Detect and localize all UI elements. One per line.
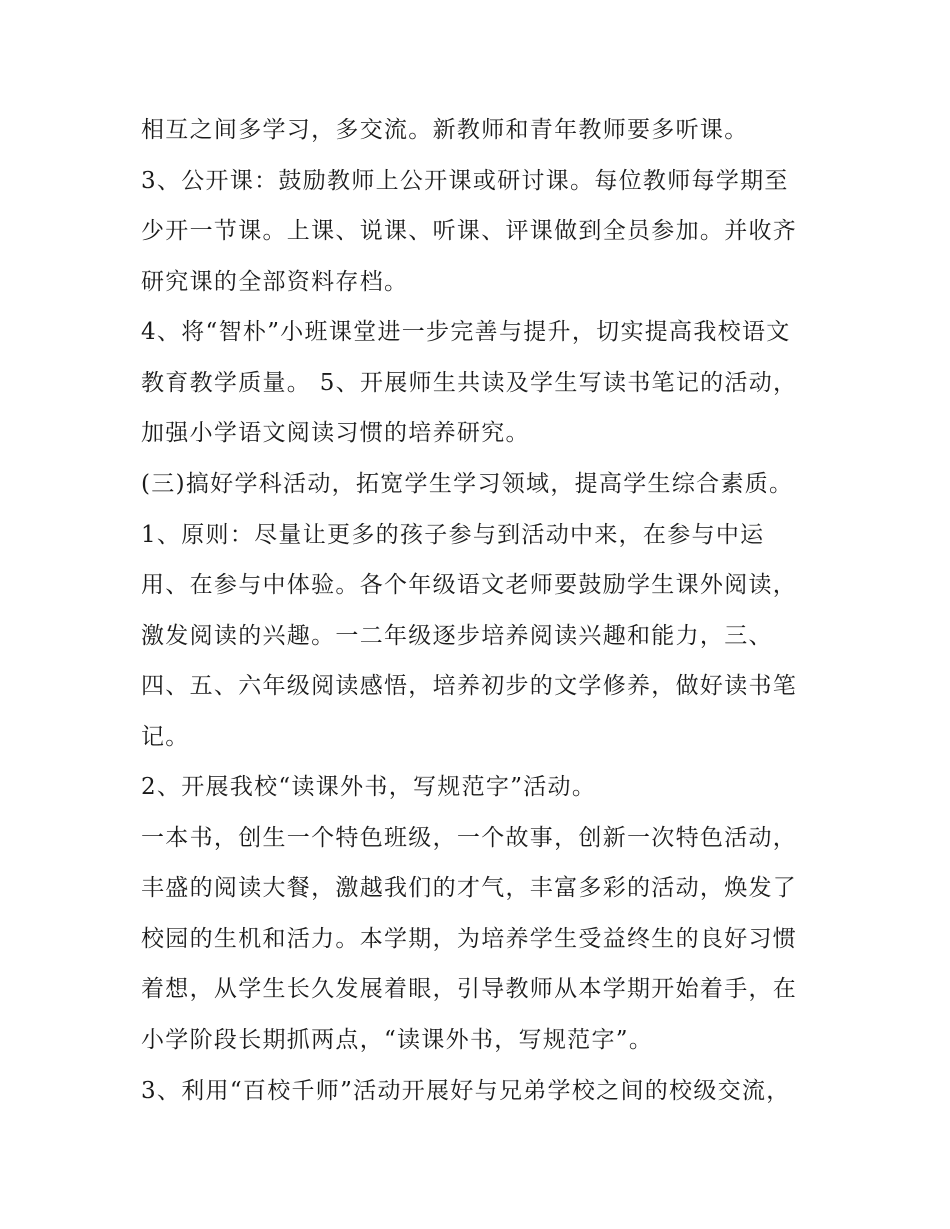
- text-line: 激发阅读的兴趣。一二年级逐步培养阅读兴趣和能力，三、: [141, 623, 773, 649]
- text-line: 加强小学语文阅读习惯的培养研究。: [141, 420, 530, 446]
- section-heading: (三)搞好学科活动，拓宽学生学习领域，提高学生综合素质。: [141, 471, 794, 497]
- text-line: 四、五、六年级阅读感悟，培养初步的文学修养，做好读书笔: [141, 673, 798, 699]
- text-line: 丰盛的阅读大餐，激越我们的才气，丰富多彩的活动，焕发了: [141, 875, 798, 901]
- text-line: 教育教学质量。 5、开展师生共读及学生写读书笔记的活动，: [141, 370, 798, 396]
- text-line: 着想，从学生长久发展着眼，引导教师从本学期开始着手，在: [141, 976, 798, 1002]
- text-line: 校园的生机和活力。本学期，为培养学生受益终生的良好习惯: [141, 926, 798, 952]
- text-line: 记。: [141, 724, 190, 750]
- text-line: 1、原则：尽量让更多的孩子参与到活动中来，在参与中运: [141, 522, 765, 548]
- text-line: 少开一节课。上课、说课、听课、评课做到全员参加。并收齐: [141, 218, 798, 244]
- text-line: 3、公开课：鼓励教师上公开课或研讨课。每位教师每学期至: [141, 168, 789, 194]
- text-line: 相互之间多学习，多交流。新教师和青年教师要多听课。: [141, 117, 749, 143]
- text-line: 小学阶段长期抓两点，“读课外书，写规范字”。: [141, 1027, 654, 1053]
- text-line: 4、将“智朴”小班课堂进一步完善与提升，切实提高我校语文: [141, 319, 791, 345]
- text-line: 3、利用“百校千师”活动开展好与兄弟学校之间的校级交流，: [141, 1078, 791, 1104]
- text-line: 2、开展我校“读课外书，写规范字”活动。: [141, 774, 597, 800]
- text-line: 研究课的全部资料存档。: [141, 269, 409, 295]
- text-line: 用、在参与中体验。各个年级语文老师要鼓励学生课外阅读，: [141, 572, 798, 598]
- text-line: 一本书，创生一个特色班级，一个故事，创新一次特色活动，: [141, 825, 798, 851]
